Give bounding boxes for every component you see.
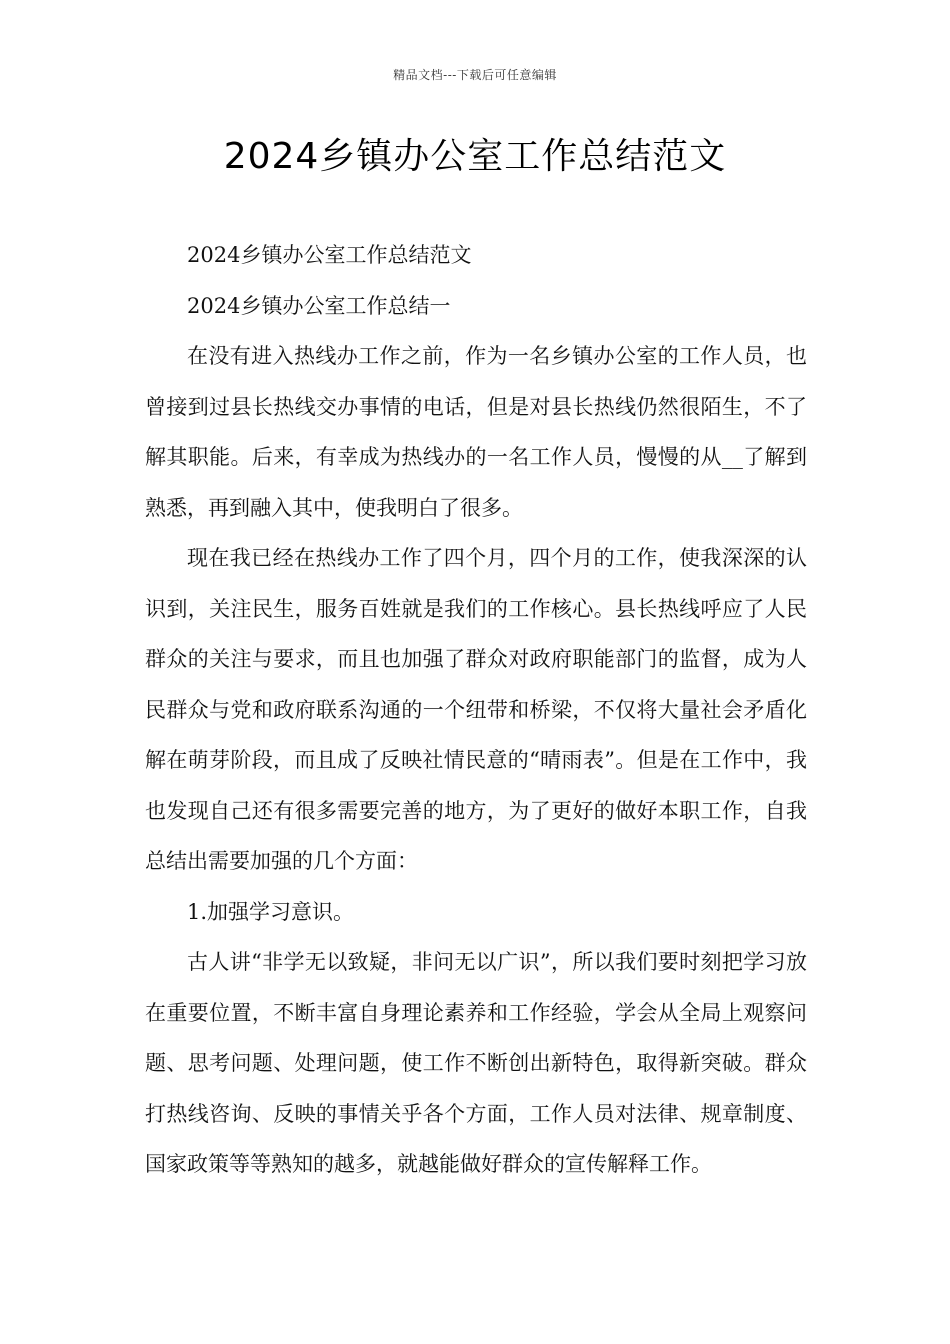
paragraph-point-1-heading: 1.加强学习意识。: [187, 899, 355, 924]
paragraph-subtitle: 2024乡镇办公室工作总结范文: [187, 243, 472, 267]
header-note: 精品文档---下载后可任意编辑: [393, 68, 557, 82]
document-body: [145, 230, 807, 1190]
paragraph-point-1-body: 古人讲“非学无以致疑，非问无以广识”，所以我们要时刻把学习放在重要位置，不断丰富自身理论素养和工作经验，学会从全局上观察问题、思考问题、处理问题，使工作不断创出新特色，取得新突破。群众打热线咨询、反映的事情关乎各个方面，工作人员对法律、规章制度、国家政策等等熟知的越多，就越能做好群众的宣传解释工作。: [145, 950, 807, 1176]
document-title: 2024乡镇办公室工作总结范文: [223, 136, 727, 177]
paragraph-intro: 在没有进入热线办工作之前，作为一名乡镇办公室的工作人员，也曾接到过县长热线交办事情的电话，但是对县长热线仍然很陌生，不了解其职能。后来，有幸成为热线办的一名工作人员，慢慢的从__了解到熟悉，再到融入其中，使我明白了很多。: [145, 344, 807, 520]
paragraph-section-heading: 2024乡镇办公室工作总结一: [187, 293, 451, 318]
paragraph-work-experience: 现在我已经在热线办工作了四个月，四个月的工作，使我深深的认识到，关注民生，服务百姓就是我们的工作核心。县长热线呼应了人民群众的关注与要求，而且也加强了群众对政府职能部门的监督，成为人民群众与党和政府联系沟通的一个纽带和桥梁，不仅将大量社会矛盾化解在萌芽阶段，而且成了反映社情民意的“晴雨表”。但是在工作中，我也发现自己还有很多需要完善的地方，为了更好的做好本职工作，自我总结出需要加强的几个方面：: [145, 546, 807, 873]
